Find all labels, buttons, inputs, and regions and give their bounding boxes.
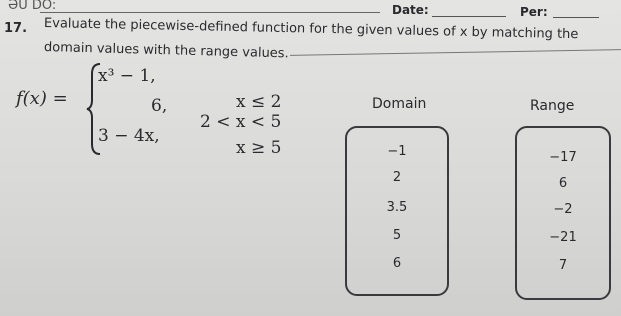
- range-value[interactable]: 6: [558, 176, 568, 191]
- case-1-expression: x³ − 1,: [98, 66, 156, 86]
- case-3-condition: x ≥ 5: [236, 138, 282, 158]
- date-blank: [432, 16, 506, 17]
- domain-value[interactable]: −1: [387, 144, 407, 159]
- range-value[interactable]: −2: [553, 202, 573, 217]
- period-blank: [553, 17, 599, 18]
- period-label: Per:: [520, 5, 548, 19]
- domain-value[interactable]: 6: [392, 256, 402, 271]
- case-3-expression: 3 − 4x,: [98, 126, 160, 146]
- case-1-condition: x ≤ 2: [236, 92, 282, 112]
- domain-box: [345, 126, 449, 296]
- function-lhs: f(x) =: [16, 88, 68, 109]
- range-value[interactable]: 7: [558, 258, 568, 273]
- question-text-line-2: domain values with the range values.: [43, 40, 289, 62]
- range-value[interactable]: −21: [549, 230, 577, 245]
- header-underline: [40, 12, 380, 13]
- range-heading: Range: [530, 98, 575, 114]
- header-code: ƏU DO:: [8, 0, 57, 13]
- question-text-line-1: Evaluate the piecewise-defined function for the given values of x by matching the: [43, 16, 579, 43]
- range-value[interactable]: −17: [549, 150, 577, 165]
- domain-value[interactable]: 3.5: [386, 200, 408, 215]
- case-2-expression: 6,: [151, 96, 168, 116]
- range-box: [515, 126, 611, 300]
- domain-heading: Domain: [372, 96, 427, 112]
- case-2-condition: 2 < x < 5: [200, 112, 282, 132]
- domain-value[interactable]: 5: [392, 228, 402, 243]
- question-number: 17.: [4, 21, 28, 36]
- domain-value[interactable]: 2: [392, 170, 402, 185]
- date-label: Date:: [392, 3, 429, 17]
- question-rule: [290, 49, 621, 56]
